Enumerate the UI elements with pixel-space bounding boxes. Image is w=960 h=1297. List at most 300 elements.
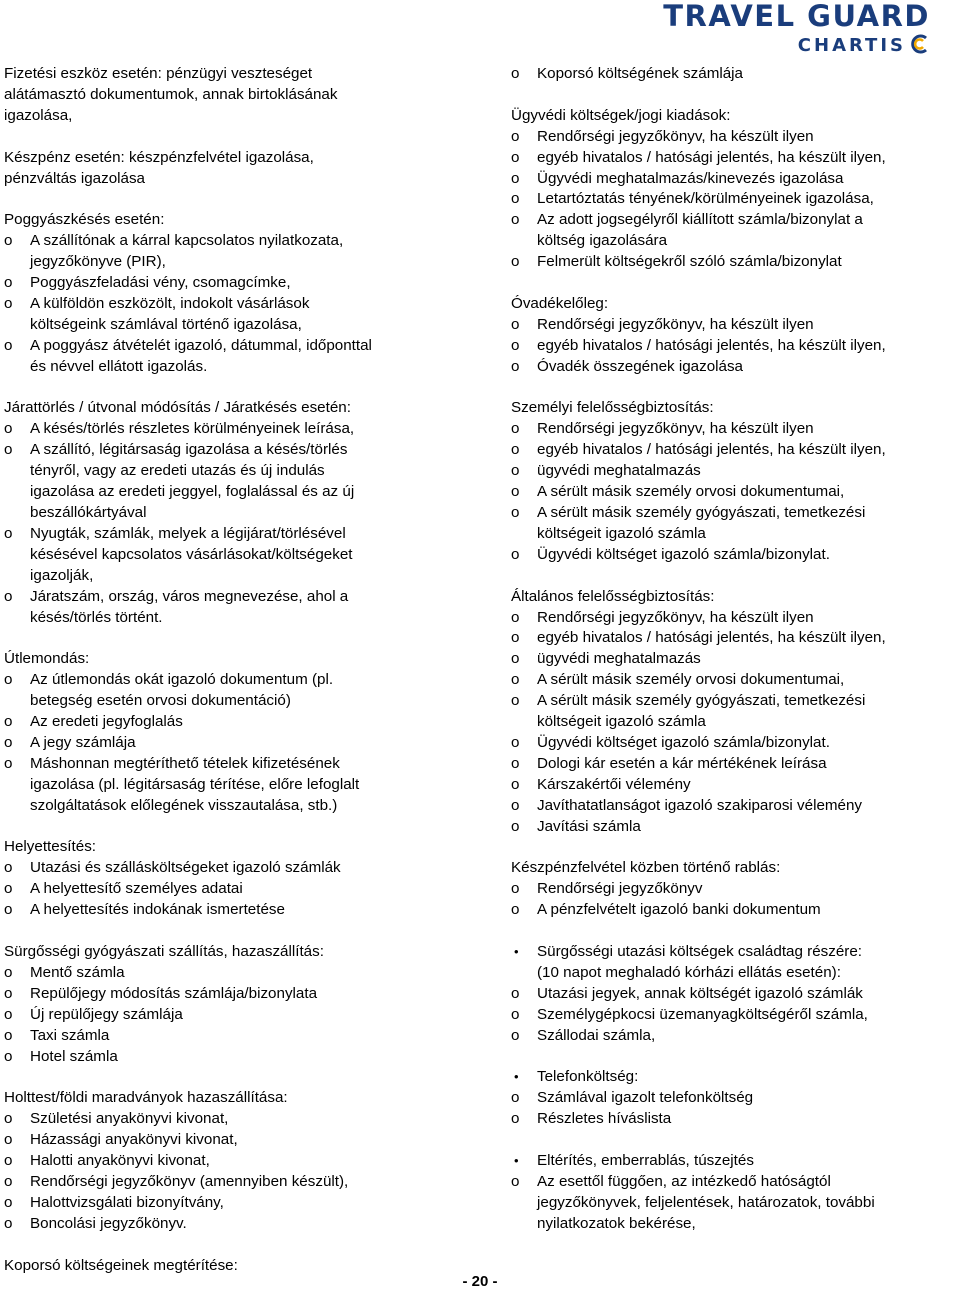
list-item	[511, 419, 956, 440]
logo-title: TRAVEL GUARD	[663, 0, 930, 33]
list-marker: o	[4, 420, 13, 438]
text-line: Poggyászfeladási vény, csomagcímke,	[30, 274, 291, 292]
section	[4, 398, 444, 628]
item-text	[537, 984, 956, 1005]
text-line: Új repülőjegy számlája	[30, 1005, 183, 1023]
list-item	[511, 169, 956, 190]
text-line: Az útlemondás okát igazoló dokumentum (pl.	[30, 671, 334, 689]
list-item	[511, 879, 956, 900]
item-text	[537, 210, 956, 252]
item-text	[30, 294, 444, 336]
text-line: jegyzőkönyvek, feljelentések, határozatok, további	[537, 1193, 875, 1211]
list-item	[4, 963, 444, 984]
chartis-swirl-icon	[908, 34, 930, 54]
section-text: Általános felelősségbiztosítás:	[511, 587, 715, 605]
list-item	[511, 1172, 956, 1235]
list-item	[511, 315, 956, 336]
list-item	[4, 712, 444, 733]
section	[511, 858, 956, 921]
text-line: Halottvizsgálati bizonyítvány,	[30, 1193, 224, 1211]
text-line: A külföldön eszközölt, indokolt vásárlások	[30, 294, 310, 312]
list-item	[511, 64, 956, 85]
bullet-marker: •	[514, 1153, 519, 1168]
text-line: költségeink számlával történő igazolása,	[30, 315, 302, 333]
list-marker: o	[511, 1026, 520, 1044]
list-marker: o	[511, 462, 520, 480]
bullet-marker: •	[514, 1069, 519, 1085]
list-marker: o	[511, 1089, 520, 1107]
list-item	[511, 252, 956, 273]
item-text	[537, 315, 956, 336]
list-marker: o	[4, 1214, 13, 1232]
list-marker: o	[4, 1172, 13, 1190]
list-marker: o	[511, 901, 520, 919]
list-marker: o	[511, 796, 520, 814]
text-line: késésével kapcsolatos vásárlásokat/költségeket	[30, 545, 353, 563]
list-marker: o	[511, 629, 520, 647]
text-line: tényről, vagy az eredeti utazás és új indulás	[30, 462, 325, 480]
section	[511, 1151, 956, 1235]
section	[511, 942, 956, 1047]
section	[511, 398, 956, 565]
list-marker: o	[511, 545, 520, 563]
item-text	[537, 148, 956, 169]
item-text	[537, 169, 956, 190]
text-line: Rendőrségi jegyzőkönyv, ha készült ilyen	[537, 127, 814, 145]
item-text	[537, 691, 956, 733]
item-text	[30, 1193, 444, 1214]
list-item	[4, 900, 444, 921]
list-item	[511, 482, 956, 503]
text-line: Mentő számla	[30, 963, 125, 981]
list-marker: o	[511, 483, 520, 501]
text-line: költségeit igazoló számla	[537, 524, 706, 542]
list-marker: o	[4, 671, 13, 689]
section-text: Fizetési eszköz esetén: pénzügyi veszteséget	[4, 65, 313, 82]
item-text	[30, 440, 444, 524]
text-line: Rendőrségi jegyzőkönyv (amennyiben készült),	[30, 1172, 349, 1190]
list-marker: o	[511, 733, 520, 751]
text-line: Részletes híváslista	[537, 1110, 672, 1128]
item-text	[537, 419, 956, 440]
list-marker: o	[4, 1152, 13, 1170]
text-line: beszállókártyával	[30, 503, 147, 521]
list-marker: o	[511, 503, 520, 521]
section	[4, 210, 444, 377]
list-marker: o	[511, 253, 520, 271]
item-text	[30, 712, 444, 733]
list-item	[511, 608, 956, 629]
section-text: igazolása,	[4, 106, 73, 124]
section	[4, 837, 444, 921]
list-marker: o	[511, 315, 520, 333]
item-text	[30, 1151, 444, 1172]
item-text	[537, 440, 956, 461]
list-marker: o	[4, 1047, 13, 1065]
item-text	[537, 733, 956, 754]
list-marker: o	[511, 336, 520, 354]
list-item	[511, 503, 956, 545]
item-text	[30, 524, 444, 587]
list-item	[4, 419, 444, 440]
text-line: Javítási számla	[537, 817, 641, 835]
list-marker: o	[4, 274, 13, 292]
left-column	[4, 64, 444, 1297]
list-item	[511, 336, 956, 357]
list-marker: o	[511, 169, 520, 187]
list-item	[511, 817, 956, 838]
text-line: A szállító, légitársaság igazolása a késés/törlés	[30, 441, 348, 459]
text-line: Számlával igazolt telefonköltség	[537, 1089, 754, 1107]
item-text	[30, 754, 444, 817]
text-line: Rendőrségi jegyzőkönyv, ha készült ilyen	[537, 420, 814, 438]
list-item	[511, 189, 956, 210]
list-marker: o	[511, 190, 520, 208]
list-item	[511, 1026, 956, 1047]
list-marker: o	[511, 650, 520, 668]
section	[511, 294, 956, 378]
text-line: Az eredeti jegyfoglalás	[30, 713, 183, 731]
text-line: A késés/törlés részletes körülményeinek leírása,	[30, 420, 355, 438]
list-item	[4, 858, 444, 879]
list-marker: o	[511, 441, 520, 459]
text-line: igazolják,	[30, 566, 94, 584]
item-text	[537, 1151, 956, 1172]
text-line: és névvel ellátott igazolás.	[30, 357, 208, 375]
text-line: ügyvédi meghatalmazás	[537, 650, 701, 668]
text-line: jegyzőkönyve (PIR),	[30, 253, 166, 271]
list-marker: o	[511, 692, 520, 710]
text-line: Máshonnan megtéríthető tételek kifizetésének	[30, 754, 340, 772]
list-item	[4, 754, 444, 817]
item-text	[30, 1130, 444, 1151]
item-text	[537, 1067, 956, 1088]
text-line: Repülőjegy módosítás számlája/bizonylata	[30, 984, 318, 1002]
text-line: egyéb hivatalos / hatósági jelentés, ha készült ilyen,	[537, 148, 886, 166]
list-marker: o	[511, 984, 520, 1002]
item-text	[30, 670, 444, 712]
section-text: Járattörlés / útvonal módósítás / Járatkésés esetén:	[4, 399, 351, 417]
section-text: Készpénz esetén: készpénzfelvétel igazolása,	[4, 148, 314, 166]
list-marker: o	[511, 817, 520, 835]
text-line: költség igazolására	[537, 232, 668, 250]
item-text	[537, 817, 956, 838]
item-text	[30, 1005, 444, 1026]
list-item	[4, 273, 444, 294]
list-marker: o	[4, 294, 13, 312]
section	[4, 64, 444, 127]
list-item	[511, 670, 956, 691]
list-marker: o	[511, 1110, 520, 1128]
item-text	[30, 984, 444, 1005]
list-item	[511, 210, 956, 252]
item-text	[537, 189, 956, 210]
list-item	[4, 733, 444, 754]
text-line: Ügyvédi költséget igazoló számla/bizonylat.	[537, 545, 830, 563]
item-text	[30, 858, 444, 879]
list-marker: o	[4, 1131, 13, 1149]
item-text	[30, 1109, 444, 1130]
list-marker: o	[511, 127, 520, 145]
text-line: nyilatkozatok bekérése,	[537, 1214, 696, 1232]
item-text	[537, 482, 956, 503]
list-item	[511, 775, 956, 796]
list-item	[511, 900, 956, 921]
item-text	[537, 649, 956, 670]
text-line: Letartóztatás tényének/körülményeinek igazolása,	[537, 190, 874, 208]
text-line: Rendőrségi jegyzőkönyv	[537, 880, 703, 898]
right-column	[511, 64, 956, 1256]
section	[511, 64, 956, 85]
item-text	[30, 273, 444, 294]
item-text	[537, 1005, 956, 1026]
section-text: alátámasztó dokumentumok, annak birtoklásának	[4, 85, 338, 103]
list-marker: o	[4, 441, 13, 459]
item-text	[30, 733, 444, 754]
text-line: Utazási jegyek, annak költségét igazoló számlák	[537, 984, 863, 1002]
logo-subtitle	[663, 34, 930, 57]
text-line: Ügyvédi költséget igazoló számla/bizonylat.	[537, 733, 830, 751]
section	[4, 649, 444, 816]
item-text	[537, 503, 956, 545]
list-marker: o	[511, 1005, 520, 1023]
list-item	[4, 1214, 444, 1235]
item-text	[30, 1214, 444, 1235]
list-marker: o	[511, 357, 520, 375]
list-item	[511, 127, 956, 148]
text-line: ügyvédi meghatalmazás	[537, 462, 701, 480]
list-item	[511, 1005, 956, 1026]
item-text	[30, 1047, 444, 1068]
list-item	[511, 628, 956, 649]
list-marker: o	[4, 524, 13, 542]
list-marker: o	[4, 1005, 13, 1023]
item-text	[537, 608, 956, 629]
bullet-marker: •	[514, 943, 519, 959]
list-item	[511, 357, 956, 378]
item-text	[537, 942, 956, 984]
text-line: Eltérítés, emberrablás, túszejtés	[537, 1152, 754, 1169]
item-text	[30, 336, 444, 378]
text-line: Utazási és szállásköltségeket igazoló számlák	[30, 859, 341, 877]
list-marker: o	[4, 587, 13, 605]
text-line: A sérült másik személy gyógyászati, temetkezési	[537, 503, 866, 521]
list-marker: o	[4, 754, 13, 772]
section	[511, 587, 956, 838]
text-line: igazolása az eredeti jeggyel, foglalással és az új	[30, 483, 355, 501]
list-marker: o	[511, 608, 520, 626]
text-line: Járatszám, ország, város megnevezése, ahol a	[30, 587, 349, 605]
item-text	[537, 545, 956, 566]
list-item	[511, 796, 956, 817]
text-line: Kárszakértői vélemény	[537, 775, 691, 793]
list-marker: o	[4, 232, 13, 250]
list-item	[511, 691, 956, 733]
list-marker: o	[4, 336, 13, 354]
section-text: Személyi felelősségbiztosítás:	[511, 399, 714, 417]
text-line: Rendőrségi jegyzőkönyv, ha készült ilyen	[537, 315, 814, 333]
section-text: Készpénzfelvétel közben történő rablás:	[511, 859, 781, 877]
item-text	[30, 419, 444, 440]
text-line: Szállodai számla,	[537, 1026, 656, 1044]
list-item	[4, 1026, 444, 1047]
item-text	[30, 1026, 444, 1047]
item-text	[537, 1088, 956, 1109]
item-text	[537, 628, 956, 649]
list-item	[511, 1088, 956, 1109]
item-text	[30, 231, 444, 273]
section-text: Koporsó költségeinek megtérítése:	[4, 1256, 238, 1274]
list-marker: o	[4, 733, 13, 751]
text-line: A sérült másik személy orvosi dokumentumai,	[537, 671, 845, 689]
list-marker: o	[4, 901, 13, 919]
list-item	[4, 231, 444, 273]
text-line: Javíthatatlanságot igazoló szakiparosi vélemény	[537, 796, 863, 814]
text-line: szolgáltatások előlegének visszautalása, stb.)	[30, 796, 338, 814]
list-item	[511, 545, 956, 566]
text-line: Hotel számla	[30, 1047, 118, 1065]
item-text	[30, 900, 444, 921]
list-item	[511, 984, 956, 1005]
item-text	[537, 1172, 956, 1235]
section	[511, 1067, 956, 1130]
item-text	[537, 879, 956, 900]
text-line: Taxi számla	[30, 1026, 110, 1044]
bullet-item	[511, 1151, 956, 1172]
text-line: Halotti anyakönyvi kivonat,	[30, 1152, 210, 1170]
text-line: egyéb hivatalos / hatósági jelentés, ha készült ilyen,	[537, 336, 886, 354]
item-text	[30, 963, 444, 984]
item-text	[537, 64, 956, 85]
list-marker: o	[4, 859, 13, 877]
item-text	[537, 1026, 956, 1047]
bullet-item	[511, 1067, 956, 1088]
section	[4, 1088, 444, 1234]
list-item	[4, 524, 444, 587]
page-number: - 20 -	[462, 1273, 498, 1290]
travel-guard-logo	[663, 0, 930, 57]
list-marker: o	[511, 211, 520, 229]
list-item	[4, 1047, 444, 1068]
text-line: egyéb hivatalos / hatósági jelentés, ha készült ilyen,	[537, 441, 886, 459]
item-text	[537, 900, 956, 921]
item-text	[537, 796, 956, 817]
list-marker: o	[4, 963, 13, 981]
list-item	[4, 670, 444, 712]
logo-subtitle-text: CHARTIS	[797, 35, 906, 56]
list-marker: o	[511, 148, 520, 166]
text-line: Ügyvédi meghatalmazás/kinevezés igazolása	[537, 169, 844, 187]
list-marker: o	[511, 1172, 520, 1190]
text-line: A sérült másik személy orvosi dokumentumai,	[537, 483, 845, 501]
item-text	[30, 587, 444, 629]
list-marker: o	[4, 984, 13, 1002]
list-marker: o	[4, 1193, 13, 1211]
list-item	[4, 294, 444, 336]
text-line: A szállítónak a kárral kapcsolatos nyilatkozata,	[30, 232, 344, 250]
section-text: Útlemondás:	[4, 650, 90, 668]
item-text	[537, 1109, 956, 1130]
text-line: igazolása (pl. légitársaság térítése, előre lefoglalt	[30, 775, 360, 793]
text-line: A helyettesítő személyes adatai	[30, 880, 243, 898]
list-marker: o	[4, 880, 13, 898]
section-text: Óvadékelőleg:	[511, 294, 609, 312]
list-marker: o	[4, 1026, 13, 1044]
text-line: Rendőrségi jegyzőkönyv, ha készült ilyen	[537, 608, 814, 626]
text-line: Születési anyakönyvi kivonat,	[30, 1110, 229, 1128]
text-line: (10 napot meghaladó kórházi ellátás esetén):	[537, 963, 841, 981]
text-line: A sérült másik személy gyógyászati, temetkezési	[537, 692, 866, 710]
item-text	[537, 461, 956, 482]
text-line: késés/törlés történt.	[30, 608, 163, 626]
list-item	[4, 984, 444, 1005]
text-line: Telefonköltség:	[537, 1068, 639, 1086]
text-line: Boncolási jegyzőkönyv.	[30, 1214, 187, 1232]
text-line: A jegy számlája	[30, 733, 136, 751]
list-item	[511, 754, 956, 775]
text-line: egyéb hivatalos / hatósági jelentés, ha készült ilyen,	[537, 629, 886, 647]
item-text	[537, 252, 956, 273]
section	[4, 148, 444, 190]
list-item	[4, 1172, 444, 1193]
text-line: Az adott jogsegélyről kiállított számla/bizonylat a	[537, 211, 863, 229]
text-line: Sürgősségi utazási költségek családtag részére:	[537, 942, 863, 960]
list-item	[511, 649, 956, 670]
list-item	[4, 1193, 444, 1214]
text-line: A helyettesítés indokának ismertetése	[30, 901, 285, 919]
text-line: Dologi kár esetén a kár mértékének leírása	[537, 754, 827, 772]
item-text	[30, 1172, 444, 1193]
list-item	[4, 879, 444, 900]
section-text: Sürgősségi gyógyászati szállítás, hazaszállítás:	[4, 942, 324, 960]
text-line: Koporsó költségének számlája	[537, 65, 743, 82]
item-text	[537, 336, 956, 357]
item-text	[537, 754, 956, 775]
list-item	[511, 440, 956, 461]
text-line: költségeit igazoló számla	[537, 713, 706, 731]
list-item	[511, 1109, 956, 1130]
list-item	[4, 440, 444, 524]
section	[4, 942, 444, 1067]
text-line: A poggyász átvételét igazoló, dátummal, időponttal	[30, 336, 372, 354]
section-text: Ügyvédi költségek/jogi kiadások:	[511, 106, 731, 124]
section-text: Helyettesítés:	[4, 838, 97, 856]
text-line: A pénzfelvételt igazoló banki dokumentum	[537, 901, 821, 919]
list-marker: o	[511, 754, 520, 772]
list-marker: o	[511, 65, 520, 82]
text-line: Személygépkocsi üzemanyagköltségéről számla,	[537, 1005, 868, 1023]
item-text	[537, 670, 956, 691]
item-text	[537, 127, 956, 148]
text-line: Óvadék összegének igazolása	[537, 357, 744, 375]
item-text	[537, 775, 956, 796]
list-marker: o	[511, 671, 520, 689]
list-item	[511, 148, 956, 169]
list-item	[511, 461, 956, 482]
section-text: Holttest/földi maradványok hazaszállítása:	[4, 1089, 288, 1107]
list-marker: o	[4, 713, 13, 731]
bullet-item	[511, 942, 956, 984]
text-line: betegség esetén orvosi dokumentáció)	[30, 692, 291, 710]
list-item	[511, 733, 956, 754]
text-line: Az esettől függően, az intézkedő hatóságtól	[537, 1172, 831, 1190]
text-line: Házassági anyakönyvi kivonat,	[30, 1131, 238, 1149]
section-text: Poggyászkésés esetén:	[4, 211, 165, 229]
list-item	[4, 336, 444, 378]
list-marker: o	[4, 1110, 13, 1128]
list-marker: o	[511, 880, 520, 898]
text-line: Felmerült költségekről szóló számla/bizonylat	[537, 253, 842, 271]
